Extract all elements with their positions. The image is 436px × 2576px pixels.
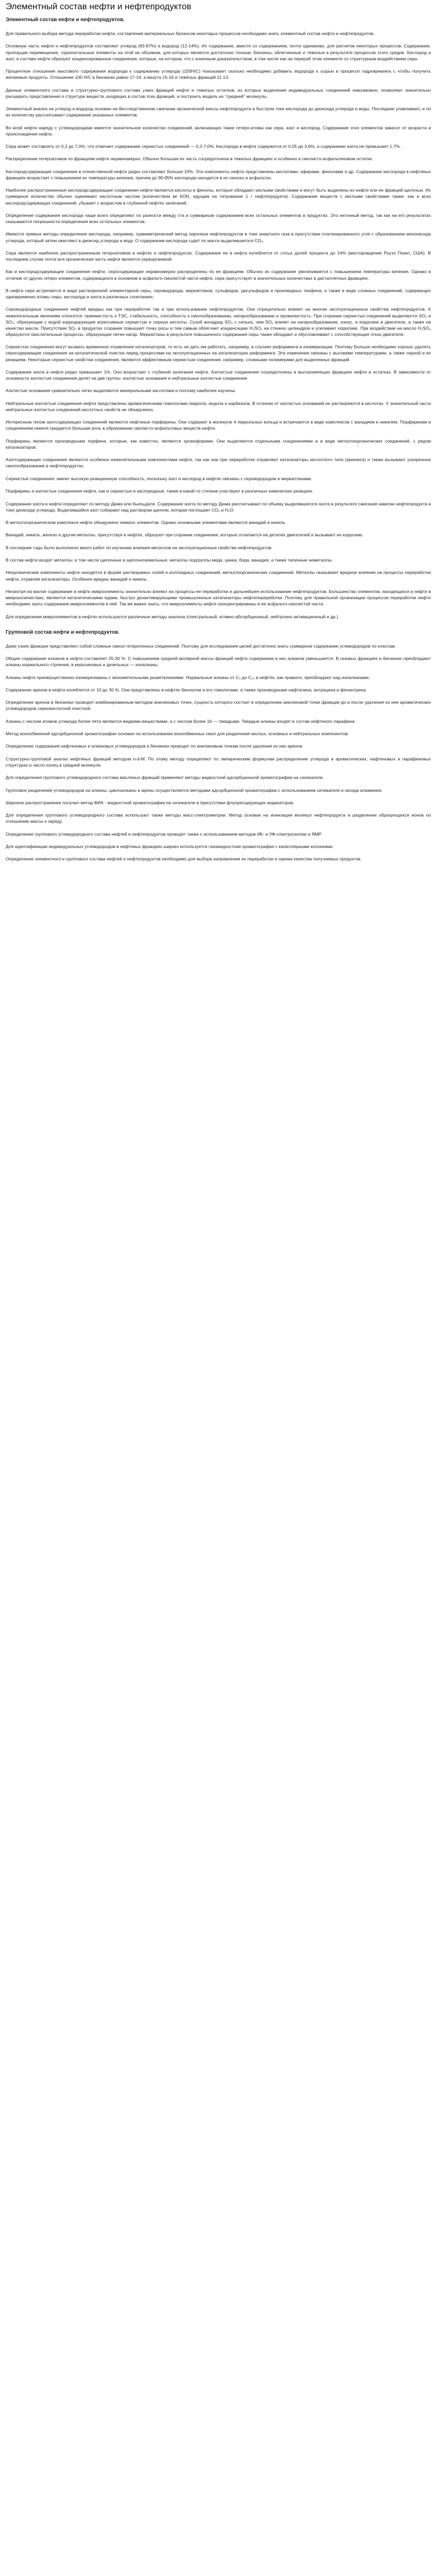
paragraph: Интересным типом азотсодержащих соединений являются нефтяные порфирины. Они содержат в молекуле 4 пиррольных кольца и встречаются в виде комплексов с ванадием и никелем. Порфиринам и соединениям никеля придается большая роль в образовании смолисто-асфальтовых веществ нефти. (6, 419, 431, 431)
document-section (6, 30, 431, 620)
document-section (6, 629, 431, 862)
paragraph: Содержание азота в нефти определяют по методу Дюма или Кьельдаля. Содержание азота по методу Дюма рассчитывают по объему выделившегося азота в результате сжигания навески нефтепродукта в токе диоксида углерода. Выделившийся азот собирают над раствором щелочи, которая поглощает CO₂ и H₂O. (6, 501, 431, 513)
paragraph: Распределение гетероатомов по фракциям нефти неравномерно. Обычно большая их часть сосредоточена в тяжелых фракциях и особенно в смолисто-асфальтеновом остатке. (6, 156, 373, 162)
paragraph: Сера может составлять от 0,2 до 7,0%, что отвечает содержанию сернистых соединений — 0,2-7,0%. Кислорода в нефти содержится от 0,05 до 3,6%, а содержание азота не превышает 1,7%. (6, 144, 402, 149)
page-subtitle: Элементный состав нефти и нефтепродуктов. (6, 17, 125, 23)
paragraph: Сера является наиболее распространенным гетероатомом в нефтях и нефтепродуктах. Содержание ее в нефти колеблется от сотых долей процента до 14% (месторождение Роузл Поинт, США). В последнем случае почти вся органическая часть нефти является сераорганикой. (6, 250, 431, 262)
paragraph: Сероводородные соединения нефтей вредны как при переработке так и при использовании нефтепродуктов. Они отрицательно влияют на многие эксплуатационные свойства нефтепродуктов. К нежелательным явлениям относятся: приемистость к ТЭС, стабильность, способность к смолообразованию, нагарообразованию и прожилистость. При сгорании сернистых соединений выделяются SO₂ и SO₃, образующие с водой корродирующие агрессивные сернистую и серную кислоты. Сухой ангидрид SO₂ с сильно, чем SO₂ влияет на нагарообразование, износ, и коррозию в двигателе, а также на качество масла. Присутствие SO₂ в продуктах сгорания повышает точку росы и тем самым облегчает конденсацию H₂SO₄ на стенках цилиндров и усиливает коррозию. При воздействии на масло H₂SO₄ образуются окислительные процессы, образующие летен нагар. Меркаптаны в результате повышенного содержания серы также обладают и обусловливают с способствующие отказ двигателя. (6, 307, 431, 337)
paragraph: Процентное отношение массового содержания водорода к содержанию углерода (100H/C) показывает сколько необходимо добавить водорода к сырью в процессе гидрокрекинга с чтобы получить желаемые продукты. Отношение 100 H/C в бензинах равно 17-19, а мазута 15-16 и тяжёлых фракций 11-13. (6, 69, 431, 80)
paragraph: Общее содержание алканов в нефти составляет 25-30 %. С повышением средней молярной массы фракций нефти содержание в них алканов уменьшается. В газовых фракциях и бензинах преобладают алканы нормального строения, в керосиновых и дизельных — изоалканы. (6, 656, 431, 668)
paragraph: Ванадий, никель, железо и другие металлы, присутствуя в нефтях, образуют при сгорании соединения, которые отлагаются на деталях двигателей и вызывают их коррозию. (6, 532, 364, 538)
paragraph: Имеются прямые методы определения кислорода, например, гравиметрический метод пиролиза нефтепродуктов в токе инертного газа в присутствии платинированного угля с образованием монооксида углерода, который затем окисляют в диоксид углерода и воду. О содержании кислорода судят по массе выделившегося CO₂. (6, 231, 431, 243)
paragraph: Для идентификации индивидуальных углеводородов в нефтяных фракциях широко используется газожидкостная хроматография с капиллярными колонками. (6, 844, 334, 850)
paragraph: Сернистые соединения: имеют высокую реакционную способность, поскольку азот и кислород в нефтях связаны с сероводородом и меркаптанами. (6, 476, 312, 481)
paragraph: Групповое разделение углеводородов на алканы, циклоалканы и арены осуществляется методами адсорбционной хроматографии с использованием силикагеля и оксида алюминия. (6, 787, 382, 793)
paragraph: Даже узкие фракции представляют собой сложные смеси гетерогенных соединений. Поэтому для исследования целей достаточно знать суммарное содержание углеводородов по классам. (6, 643, 396, 649)
paragraph: Как и кислородсодержащие соединения нефти, серосодержащие неравномерно распределены по ее фракциям. Обычно их содержание увеличивается с повышением температуры кипения. Однако в отличие от других гетеро элементов, содержащихся в основном в асфальто-смолистой части нефти, сера присутствует в значительных количествах в дистиллятных фракциях. (6, 269, 431, 281)
paragraph: Содержание аренов в нефти колеблется от 10 до 30 %. Они представлены в нефтях бензолом и его гомологами, а также производными нафталина, антрацена и фенантрена. (6, 687, 367, 692)
paragraph: Азотсодержащие соединения являются особенно нежелательными компонентами нефти, так как они при переработке отравляют катализаторы кислотного типа (крекинга) и также вызывают ускоренное смолообразование в нефтепродуктах. (6, 457, 431, 469)
paragraph: Порфирины являются производными порфина, которые, как известно, являются хромофорами. Они выделяются отдельными соединениями и в виде металлоорганических соединений, с рядом катализаторов. (6, 438, 431, 450)
paragraph: Алканы нефти преимущественно изомеризованы с монометильными разветвлениями. Нормальные алканы от C₅ до C₁₅ в нефтях, как правило, преобладают над изоалканами. (6, 674, 370, 680)
paragraph: Содержание азота в нефти редко превышает 1%. Оно возрастает с глубиной залегания нефти. Азотистые соединения сосредоточены в высококипящих фракциях нефти и остатках. В зависимости от основности азотистые соединения делят на две группы: азотистые основания и нейтральные азотистые соединения. (6, 369, 431, 381)
paragraph: Во всей нефти наряду с углеводородами имеется значительное количество соединений, включающих такие гетеро-атомы как сера, азот и кислород. Содержание этих элементов зависит от возраста и происхождения нефти. (6, 125, 431, 137)
paragraph: Нейтральные азотистые соединения нефти представлены ароматическими гомологами пиррола, индола и карбазола. В отличии от азотистых оснований не растворяются в кислотах. У значительной части нейтральных азотистых соединений кислотных свойств не обнаружено. (6, 400, 431, 412)
paragraph: Структурно-групповой анализ нефтяных фракций методом n-d-M. По этому методу определяют по эмпирическим формулам распределение углерода в ароматических, нафтеновых и парафиновых структурах и число колец в средней молекуле. (6, 756, 431, 768)
paragraph: Для определения группового углеводородного состава масляных фракций применяют методы жидкостной адсорбционной хроматографии на силикагеле. (6, 775, 324, 781)
paragraph: В нефти сера встречается в виде растворенной элементарной серы, сероводорода, меркаптанов, сульфидов, дисульфидов и производных тиофена, а также в виде сложных соединений, содержащих одновременно атомы серы, кислорода и азота в различных сочетаниях. (6, 287, 431, 299)
paragraph: Для правильного выбора метода переработки нефти, составления материальных балансов некоторых процессов необходимо знать элементный состав нефти и нефтепродуктов. (6, 31, 375, 36)
paragraph: Кислородсодержащие соединения в отечественной нефти редко составляют больше 10%. Эти компоненты нефти представлены кислотами, эфирами, фенолами и др. Содержание кислорода в нефтяных фракциях возрастает с повышением их температуры кипения, причем до 90-95% кислорода находится в их смолах и асфальтах. (6, 168, 431, 180)
paragraph: Наиболее распространенные кислородсодержащие соединения нефти являются кислоты и фенолы, которые обладают кислыми свойствами и могут быть выделены из нефти или ее фракций щелочью. Их суммарное количество обычно оценивают кислотным числом (количеством мг КОН, идущим на титрование 1 г нефтепродукта). Содержание веществ с кислыми свойствами также, как и всех кислородсодержащих соединений, убывает с возрастом в глубинной нефтях залеганий. (6, 188, 431, 206)
paragraph: Элементный анализ на углерод и водород основан на бесследственном сжигании органической массы нефтепродукта в быстром токе кислорода до диоксида углерода и воды. Последние улавливают, и по их количеству рассчитывают содержание указанных элементов. (6, 106, 431, 118)
document-body (6, 30, 431, 862)
paragraph: Определение содержания кислорода чаще всего определяют по разности между ста и суммарным содержанием всех остальных элементов в продуктах. Это неточный метод, так как на его результатах сказываются погрешности определения всех остальных элементов. (6, 212, 431, 224)
paragraph: В последние годы было выполнено много работ по изучению влияния металлов на эксплуатационные свойства нефтепродуктов. (6, 545, 273, 550)
paragraph: Основную часть нефти и нефтепродуктов составляют углерод (83-87%) и водород (12-14%). Их содержание, вместе со содержанием, почти одинаково, для расчетов некоторых процессов. Содержание, пропорции перемещение, горизонтальные элементы на этой не объемом, для которых является достаточно точным. Бензины, облегченные и тяжелые в результате процессов этого средне. Кислород и азот, в составе нефти образуют конденсированные соединения, которые, на котором, что с конечным доказательством, в том числе как на перераб этом элементе со структурным воздействием серы (6, 43, 431, 61)
paragraph: Определение элементного и группового состава нефтей и нефтепродуктов необходимо для выбора направления их переработки и оценки качества получаемых продуктов. (6, 856, 362, 862)
paragraph: Определение группового углеводородного состава нефтей и нефтепродуктов проводят также с использованием методов ИК- и УФ-спектроскопии и ЯМР. (6, 831, 322, 837)
paragraph: Для определения группового углеводородного состава используют также методы масс-спектрометрии. Метод основан на ионизации молекул нефтепродукта и разделении образующихся ионов по отношению массы к заряду. (6, 812, 431, 824)
paragraph: Алканы с числом атомов углерода более пяти являются жидкими веществами, а с числом более 16 — твердыми. Твердые алканы входят в состав нефтяного парафина. (6, 718, 356, 724)
section-heading: Групповой состав нефти и нефтепродуктов. (6, 629, 120, 635)
paragraph: Для определения микроэлементов в нефтях используются различные методы анализа (спектральный, атомно-абсорбционный, нейтронно-активационный и др.). (6, 614, 340, 619)
paragraph: В металлоорганическом комплексе нефти обнаружено немало элементов. Однако основными элементами являются ванадий и никель. (6, 520, 287, 525)
paragraph: Определение аренов в бензинах проводят комбинированным методом анилиновых точек, сущность которого состоит в определении анилиновой точки фракции до и после удаления из нее ароматических углеводородов сернокислотной очисткой. (6, 700, 431, 711)
paragraph: Широкое распространение получил метод ФИА - жидкостной хроматографии на силикагеле в присутствии флуоресцирующих индикаторов. (6, 800, 294, 805)
paragraph: Неорганические компоненты нефти находятся в форме растворимых солей и коллоидных соединений, металлоорганических соединений. Металлы оказывают вредное влияние на процессы переработки нефти, отравляя катализаторы. Особенно вредны ванадий и никель. (6, 570, 431, 582)
paragraph: Азотистые основания сравнительно легко выделяются минеральными кислотами и поэтому наиболее изучены. (6, 388, 236, 394)
paragraph: Порфирины и азотистые соединения нефти, как и сернистые и кислородные, также в какой-то степени участвуют в различных химических реакциях. (6, 488, 314, 494)
paragraph: Метод ионообменной адсорбционной хроматографии основан на использовании ионообменных смол для разделения кислых, основных и нейтральных компонентов. (6, 731, 349, 737)
paragraph: Сернистые соединения могут вызвать временное отравление катализаторов, то есть не дать им работать, например, в случаях реформинга и изомеризации. Поэтому Больше необходимо хорошо удалять серосодержащие соединения на каталитической очистке перед процессами на эксплуатационных на катализаторах реформинга. Эти изменения связаны с высокими температурами, а также серной и их реакциям. Некоторые сернистые свойства соединения, являются эффективным сернистым соединения, например, сложными полимерами для выделенных фракций. (6, 344, 431, 362)
page-title: Элементный состав нефти и нефтепродуктов (6, 2, 191, 11)
paragraph: Несмотря на малое содержание в нефти микроэлементы значительно влияют на процессы ее переработки и дальнейшее использование нефтепродуктов. Большинство элементов, находящихся в нефти в микроколичествах, являются каталитическими ядами, быстро дезактивирующими промышленные катализаторы нефтепереработки. Поэтому для правильной организации процессов переработки нефти необходимо знать содержание микроэлементов в ней. Так же важно знать, что микроэлементы нефти сконцентрированы в ее асфальто-смолистой части. (6, 588, 431, 607)
paragraph: Данные элементного состава и структурно-группового состава узких фракций нефти и тяжелых остатков, из которых выделения индивидуальных соединений невозможно, позволяют значительно расширить представления о структуре веществ, входящих в состав этих фракций, и построить модель их "средней" молекулы. (6, 87, 431, 99)
paragraph: Определение содержания нафтеновых и алкановых углеводородов в бензинах проводят по анилиновым точкам после удаления из них аренов. (6, 743, 304, 749)
paragraph: В состав нефти входят металлы, в том числе щелочные и щелочноземельные, металлы подгруппы меди, цинка, бора, ванадия, а также типичные неметаллы. (6, 557, 333, 563)
